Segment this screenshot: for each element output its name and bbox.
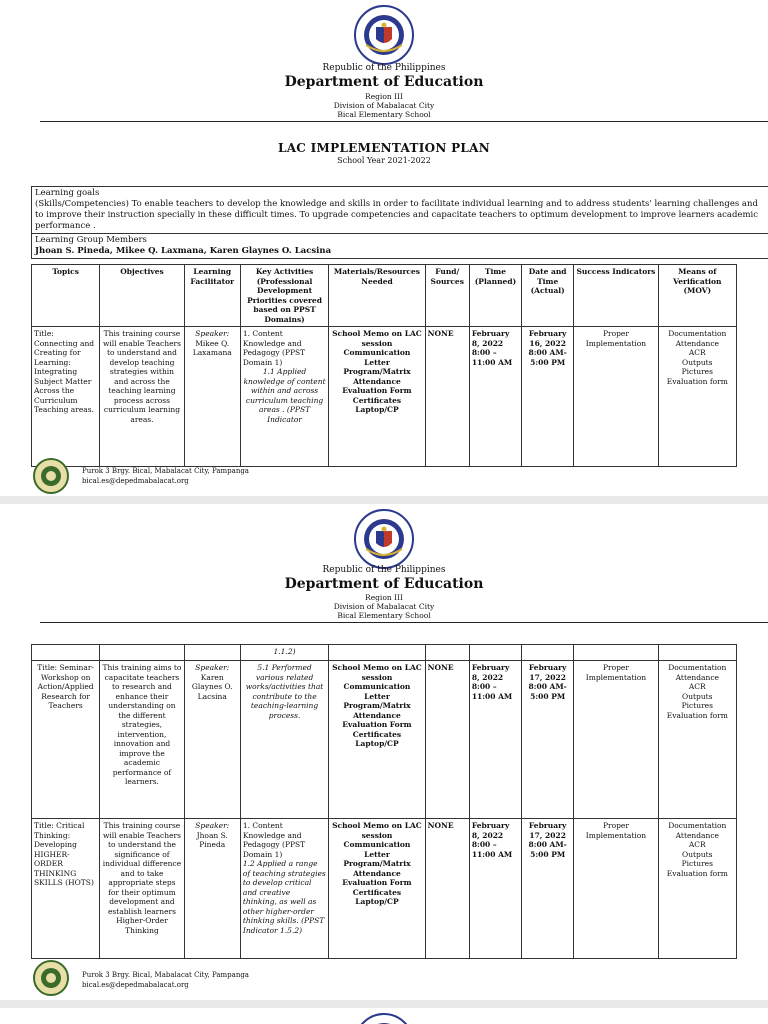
activity-sub: 1.2 Applied a range of teaching strategies to develop critical and creative thinking, as well as other higher-order thinking skills. (PPST Indicator 1.5.2)	[242, 859, 326, 935]
fund-cell: NONE	[425, 661, 469, 819]
facilitator-cell	[184, 327, 240, 467]
region-text: Region III	[365, 593, 403, 602]
table-header-row	[32, 265, 737, 327]
facilitator-cell	[184, 819, 240, 959]
facilitator-role: Speaker:	[195, 329, 230, 338]
learning-goals-section	[32, 187, 768, 233]
footer-contact	[82, 466, 249, 486]
indicators-cell: Proper Implementation	[574, 327, 658, 467]
header-objectives: Objectives	[100, 265, 184, 327]
table-row	[32, 819, 737, 959]
objectives-cell: This training course will enable Teachers to understand and develop teaching strategies within and across the teaching learning process across curriculum learning areas.	[100, 327, 184, 467]
header-facilitator: Learning Facilitator	[184, 265, 240, 327]
mov-cell: Documentation Attendance ACR Outputs Pictures Evaluation form	[658, 661, 736, 819]
facilitator-name: Karen Glaynes O. Lacsina	[191, 672, 233, 701]
header-rule	[40, 121, 768, 122]
topic-cell: Title: Critical Thinking: Developing HIGHER-ORDER THINKING SKILLS (HOTS)	[32, 819, 100, 959]
time-planned-cell: February 8, 2022 8:00 – 11:00 AM	[469, 327, 521, 467]
plan-table-page-1	[31, 264, 737, 467]
table-row	[32, 327, 737, 467]
materials-cell: School Memo on LAC session Communication Letter Program/Matrix Attendance Evaluation Form Certificates Laptop/CP	[329, 819, 425, 959]
table-row	[32, 661, 737, 819]
activity-main: 1. Content Knowledge and Pedagogy (PPST Domain 1)	[242, 821, 306, 859]
school-text: Bical Elementary School	[337, 611, 431, 620]
republic-text: Republic of the Philippines	[322, 565, 446, 575]
members-section	[32, 233, 768, 258]
time-planned-cell: February 8, 2022 8:00 – 11:00 AM	[469, 819, 521, 959]
topic-cell: Title: Seminar-Workshop on Action/Applied Research for Teachers	[32, 661, 100, 819]
fund-cell: NONE	[425, 327, 469, 467]
footer-address: Purok 3 Brgy. Bical, Mabalacat City, Pampanga	[82, 467, 249, 475]
activity-main: 1. Content Knowledge and Pedagogy (PPST Domain 1)	[242, 329, 306, 367]
continuation-text: 1.1.2)	[240, 645, 328, 661]
header-materials: Materials/Resources Needed	[329, 265, 425, 327]
footer-contact	[82, 970, 249, 990]
division-text: Division of Mabalacat City	[333, 101, 435, 110]
header-fund: Fund/ Sources	[425, 265, 469, 327]
indicators-cell: Proper Implementation	[574, 661, 658, 819]
members-text: Jhoan S. Pineda, Mikee Q. Laxmana, Karen Glaynes O. Lacsina	[35, 246, 332, 256]
header-activities: Key Activities (Professional Development Priorities covered based on PPST Domains)	[240, 265, 328, 327]
time-planned-cell: February 8, 2022 8:00 – 11:00 AM	[469, 661, 521, 819]
topic-cell: Title: Connecting and Creating for Learning: Integrating Subject Matter Across the Curriculum Teaching areas.	[32, 327, 100, 467]
members-label: Learning Group Members	[35, 235, 147, 245]
header-indicators: Success Indicators	[574, 265, 658, 327]
header-mov: Means of Verification (MOV)	[658, 265, 736, 327]
indicators-cell: Proper Implementation	[574, 819, 658, 959]
document-page-1	[0, 0, 768, 496]
header-topics: Topics	[32, 265, 100, 327]
fund-cell: NONE	[425, 819, 469, 959]
plan-table-page-2	[31, 644, 737, 959]
header-rule	[40, 622, 768, 623]
continuation-row	[32, 645, 737, 661]
learning-goals-label: Learning goals	[35, 188, 100, 198]
school-logo-icon	[33, 960, 69, 996]
activities-cell	[240, 819, 328, 959]
footer-email: bical.es@depedmabalacat.org	[82, 477, 189, 485]
facilitator-name: Jhoan S. Pineda	[196, 830, 228, 849]
date-actual-cell: February 17, 2022 8:00 AM- 5:00 PM	[522, 819, 574, 959]
division-text: Division of Mabalacat City	[333, 602, 435, 611]
deped-seal-icon	[354, 509, 414, 569]
department-title: Department of Education	[284, 576, 484, 592]
school-logo-icon	[33, 458, 69, 494]
deped-seal-icon	[354, 5, 414, 65]
activities-cell: 5.1 Performed various related works/activities that contribute to the teaching-learning process.	[240, 661, 328, 819]
republic-text: Republic of the Philippines	[322, 63, 446, 73]
objectives-cell: This training aims to capacitate teachers to research and enhance their understanding on the different strategies, intervention, innovation and improve the academic performance of learners.	[100, 661, 184, 819]
facilitator-cell	[184, 661, 240, 819]
plan-title: LAC IMPLEMENTATION PLAN	[277, 141, 491, 155]
facilitator-role: Speaker:	[195, 663, 230, 672]
objectives-cell: This training course will enable Teachers to understand the significance of individual difference and to take appropriate steps for their optimum development and establish learners Higher-Order Thinking	[100, 819, 184, 959]
footer-email: bical.es@depedmabalacat.org	[82, 981, 189, 989]
date-actual-cell: February 17, 2022 8:00 AM- 5:00 PM	[522, 661, 574, 819]
activities-cell	[240, 327, 328, 467]
facilitator-name: Mikee Q. Laxamana	[192, 338, 232, 357]
mov-cell: Documentation Attendance ACR Outputs Pictures Evaluation form	[658, 327, 736, 467]
header-date-actual: Date and Time (Actual)	[522, 265, 574, 327]
materials-cell: School Memo on LAC session Communication Letter Program/Matrix Attendance Evaluation Form Certificates Laptop/CP	[329, 327, 425, 467]
document-page-2	[0, 504, 768, 1000]
materials-cell: School Memo on LAC session Communication Letter Program/Matrix Attendance Evaluation Form Certificates Laptop/CP	[329, 661, 425, 819]
activity-sub: 1.1 Applied knowledge of content within and across curriculum teaching areas . (PPST Indicator	[243, 367, 326, 424]
school-year: School Year 2021-2022	[337, 156, 431, 165]
school-text: Bical Elementary School	[337, 110, 431, 119]
document-page-3	[0, 1008, 768, 1024]
footer-address: Purok 3 Brgy. Bical, Mabalacat City, Pampanga	[82, 971, 249, 979]
mov-cell: Documentation Attendance ACR Outputs Pictures Evaluation form	[658, 819, 736, 959]
date-actual-cell: February 16, 2022 8:00 AM- 5:00 PM	[522, 327, 574, 467]
deped-seal-icon	[354, 1013, 414, 1024]
goals-box	[31, 186, 768, 259]
learning-goals-text: (Skills/Competencies) To enable teachers to develop the knowledge and skills in order to facilitate individual learning and to address students' learning challenges and to improve their instruction specially in these difficult times. To upgrade competencies and capacitate teachers to optimum development to improve learners academic performance .	[35, 199, 758, 231]
region-text: Region III	[365, 92, 403, 101]
department-title: Department of Education	[284, 74, 484, 90]
header-time-planned: Time (Planned)	[469, 265, 521, 327]
facilitator-role: Speaker:	[195, 821, 230, 830]
